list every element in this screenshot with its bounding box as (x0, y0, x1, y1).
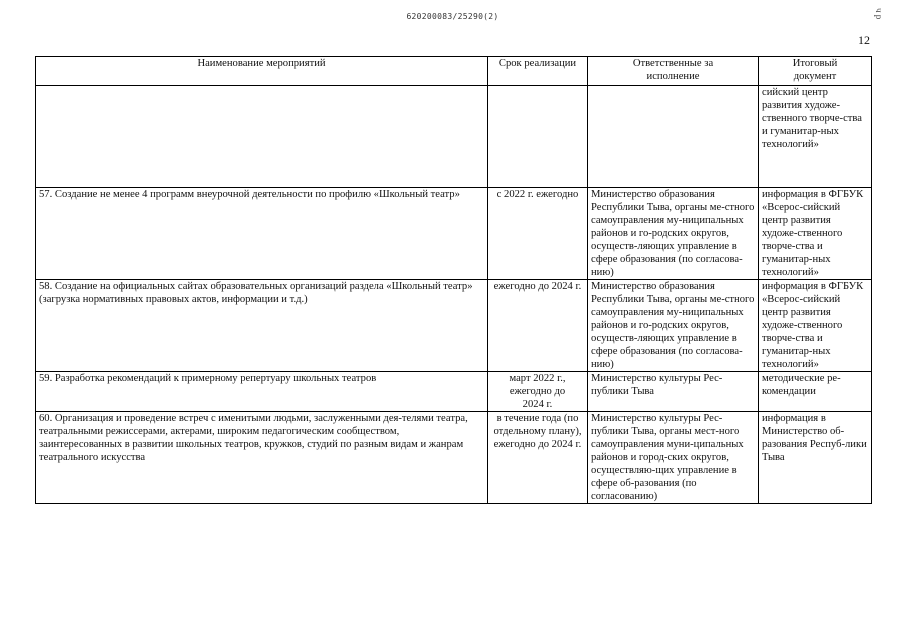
table-row (36, 412, 872, 504)
cell-responsible: Министерство культуры Рес-публики Тыва (588, 372, 759, 412)
cell-events: 57. Создание не менее 4 программ внеурочной деятельности по профилю «Школьный театр» (36, 188, 488, 280)
cell-responsible: Министерство культуры Рес-публики Тыва, органы мест-ного самоуправления муни-ципальных районов и город-ских округов, осуществляю-щих управление в сфере об-разования (по согласованию) (588, 412, 759, 504)
header-events: Наименование мероприятий (36, 57, 488, 86)
cell-events (36, 86, 488, 188)
corner-mark: ч р (874, 8, 884, 20)
cell-responsible: Министерство образования Республики Тыва, органы ме-стного самоуправления му-ниципальных районов и го-родских округов, осуществ-ляющих управление в сфере образования (по согласова-нию) (588, 280, 759, 372)
header-responsible: Ответственные за исполнение (588, 57, 759, 86)
table-row (36, 280, 872, 372)
header-document: Итоговый документ (759, 57, 872, 86)
cell-events: 58. Создание на официальных сайтах образовательных организаций раздела «Школьный театр» (загрузка нормативных правовых актов, информации и т.д.) (36, 280, 488, 372)
events-table (35, 56, 872, 504)
cell-period: ежегодно до 2024 г. (488, 280, 588, 372)
table-row (36, 372, 872, 412)
cell-period: в течение года (по отдельному плану), ежегодно до 2024 г. (488, 412, 588, 504)
cell-responsible (588, 86, 759, 188)
page-number: 12 (858, 33, 870, 47)
cell-document: методические ре-комендации (759, 372, 872, 412)
cell-document: информация в Министерство об-разования Респуб-лики Тыва (759, 412, 872, 504)
table-header-row (36, 57, 872, 86)
cell-period (488, 86, 588, 188)
cell-document: информация в ФГБУК «Всерос-сийский центр развития художе-ственного творче-ства и гуманитар-ных технологий» (759, 280, 872, 372)
cell-responsible: Министерство образования Республики Тыва, органы ме-стного самоуправления му-ниципальных районов и го-родских округов, осуществ-ляющих управление в сфере образования (по согласова-нию) (588, 188, 759, 280)
table-row-continuation (36, 86, 872, 188)
cell-events: 59. Разработка рекомендаций к примерному репертуару школьных театров (36, 372, 488, 412)
cell-period: март 2022 г., ежегодно до 2024 г. (488, 372, 588, 412)
document-id: 620200083/25290(2) (406, 12, 499, 21)
header-period: Срок реализации (488, 57, 588, 86)
table-row (36, 188, 872, 280)
cell-document: информация в ФГБУК «Всерос-сийский центр развития художе-ственного творче-ства и гуманитар-ных технологий» (759, 188, 872, 280)
cell-events: 60. Организация и проведение встреч с именитыми людьми, заслуженными дея-телями театра, театральными режиссерами, актерами, широким педагогическим сообществом, заинтересованных в развитии школьных театров, кружков, студий по разным видам и жанрам театрального искусства (36, 412, 488, 504)
cell-period: с 2022 г. ежегодно (488, 188, 588, 280)
cell-document: сийский центр развития художе-ственного творче-ства и гуманитар-ных технологий» (759, 86, 872, 188)
